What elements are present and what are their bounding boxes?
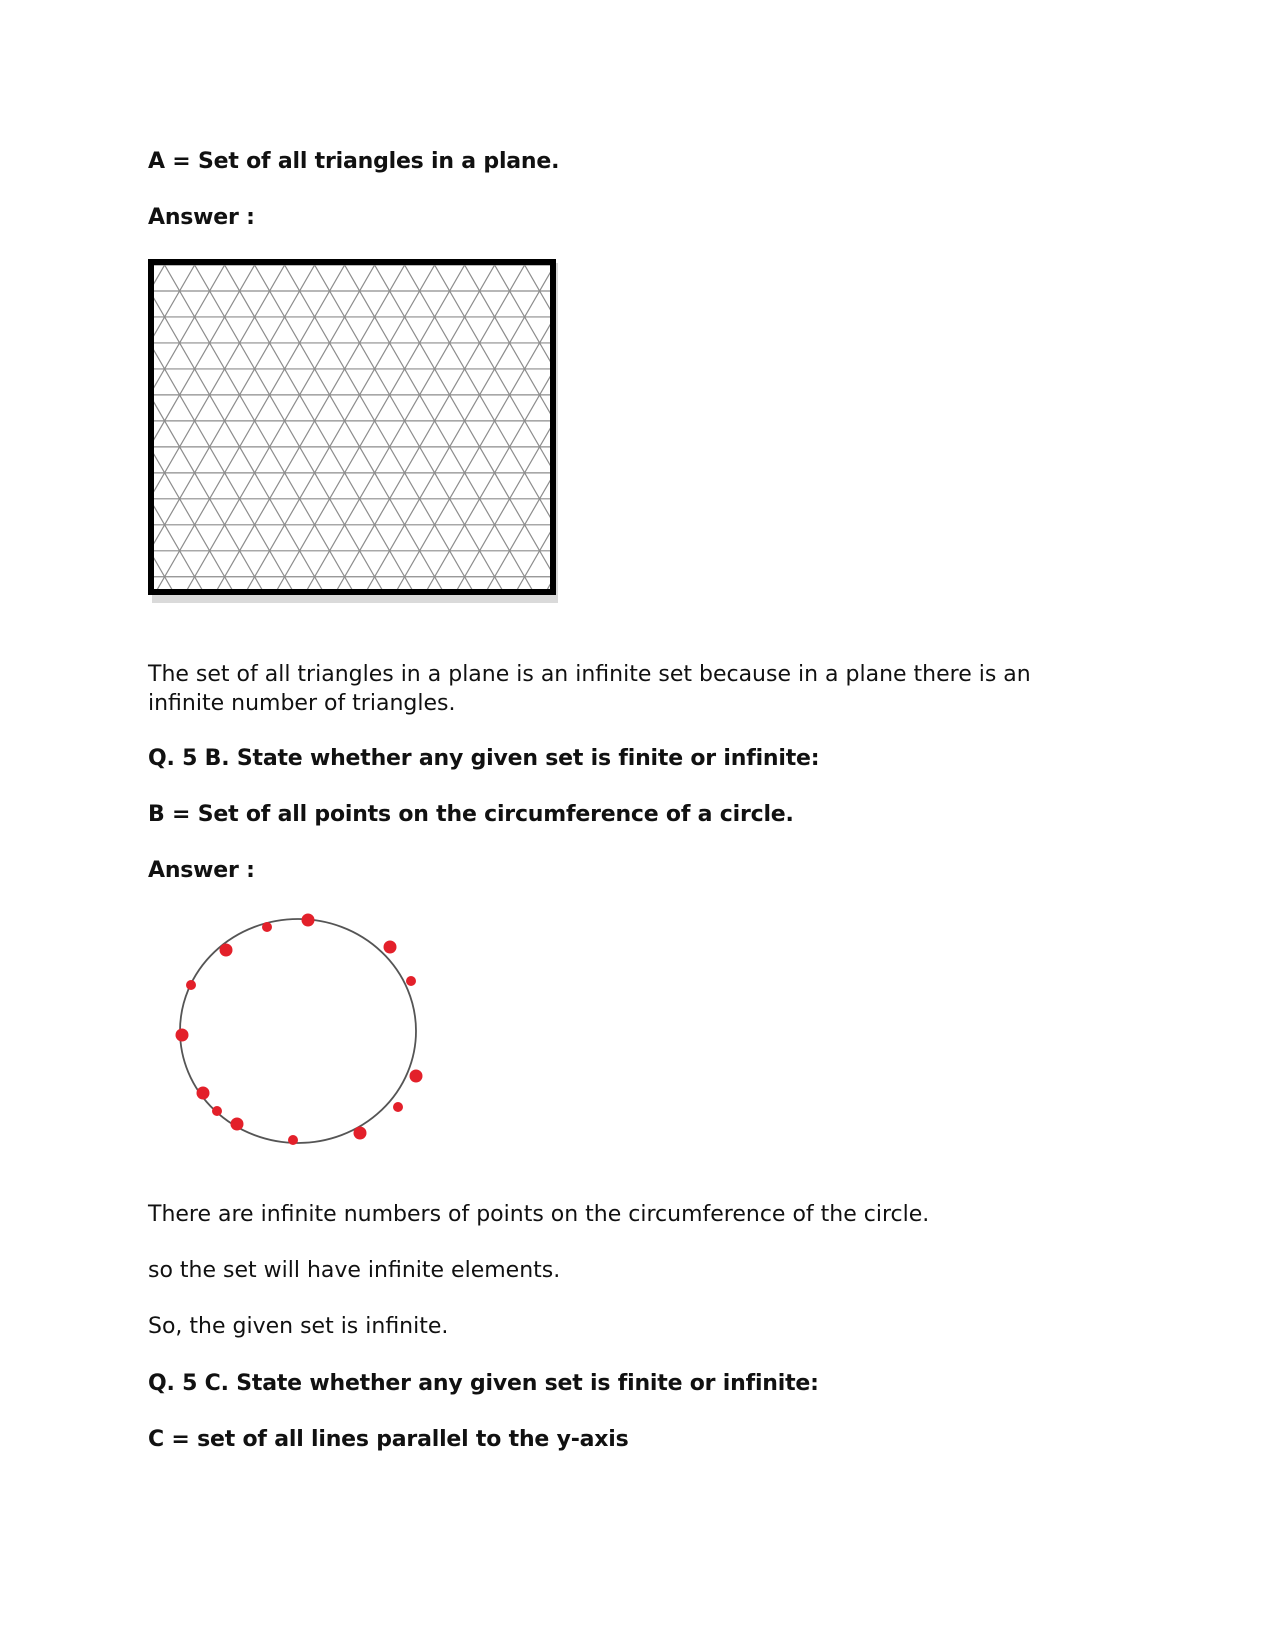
q5c-question: Q. 5 C. State whether any given set is finite or infinite: — [148, 1371, 819, 1396]
q5a-set-statement: A = Set of all triangles in a plane. — [148, 149, 560, 174]
q5b-conclusion: So, the given set is infinite. — [148, 1314, 449, 1339]
q5b-explanation-1: There are infinite numbers of points on the circumference of the circle. — [148, 1202, 930, 1227]
q5b-question: Q. 5 B. State whether any given set is finite or infinite: — [148, 746, 820, 771]
q5a-explanation: The set of all triangles in a plane is an infinite set because in a plane there is an infinite number of triangles. — [148, 662, 1031, 716]
circle-point — [212, 1106, 222, 1116]
q5b-answer-label: Answer : — [148, 858, 255, 883]
circle-point — [393, 1102, 403, 1112]
circle-point — [302, 914, 315, 927]
grid-background — [148, 259, 556, 595]
triangle-grid-figure — [146, 257, 564, 607]
circle-point — [186, 980, 196, 990]
circle-points-figure — [170, 905, 440, 1155]
q5c-set-statement: C = set of all lines parallel to the y-axis — [148, 1427, 629, 1452]
circle-point — [231, 1118, 244, 1131]
circle-point — [354, 1127, 367, 1140]
circle-point — [384, 941, 397, 954]
circle-point — [197, 1087, 210, 1100]
circle-point — [410, 1070, 423, 1083]
circumference-points — [176, 914, 423, 1146]
q5b-set-statement: B = Set of all points on the circumference of a circle. — [148, 802, 794, 827]
q5a-answer-label: Answer : — [148, 205, 255, 230]
circle-point — [220, 944, 233, 957]
circle-point — [406, 976, 416, 986]
circle-point — [176, 1029, 189, 1042]
circle-point — [262, 922, 272, 932]
q5b-explanation-2: so the set will have infinite elements. — [148, 1258, 561, 1283]
circle-point — [288, 1135, 298, 1145]
